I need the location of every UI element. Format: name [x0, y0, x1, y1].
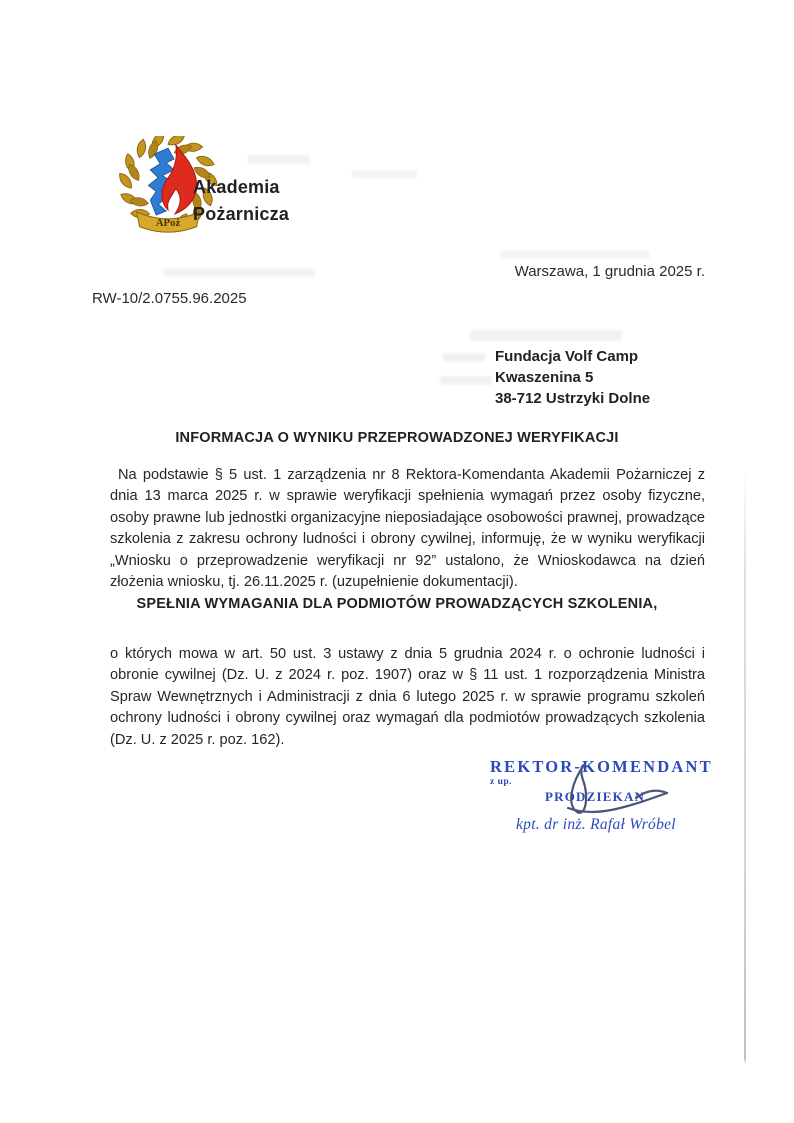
erased-text-smudge [500, 250, 650, 259]
erased-text-smudge [352, 170, 418, 178]
logo-badge-text: APoż [155, 216, 181, 229]
erased-text-smudge [443, 353, 485, 362]
signer-name: kpt. dr inż. Rafał Wróbel [516, 816, 676, 833]
by-authorization-label: z up. [490, 777, 513, 787]
date-line: Warszawa, 1 grudnia 2025 r. [514, 263, 705, 280]
recipient-block [495, 346, 650, 409]
org-name-line2: Pożarnicza [193, 204, 290, 224]
erased-text-smudge [163, 268, 315, 277]
scan-artifact-line [744, 468, 746, 1064]
recipient-name: Fundacja Volf Camp [495, 348, 639, 365]
organization-name [193, 174, 289, 228]
erased-text-smudge [440, 376, 492, 385]
body-paragraph-2: o których mowa w art. 50 ust. 3 ustawy z dnia 5 grudnia 2024 r. o ochronie ludności i obronie cywilnej (Dz. U. z 2024 r. poz. 1907) oraz w § 11 ust. 1 rozporządzenia Ministra Spraw Wewnętrznych i Administracji z dnia 6 lutego 2025 r. w sprawie programu szkoleń ochrony ludności i obrony cywilnej oraz wymagań dla podmiotów prowadzących szkolenia (Dz. U. z 2025 r. poz. 162). [110, 646, 705, 748]
document-title: INFORMACJA O WYNIKU PRZEPROWADZONEJ WERYFIKACJI [175, 430, 619, 446]
erased-text-smudge [248, 155, 310, 164]
erased-text-smudge [470, 330, 622, 341]
recipient-street: Kwaszenina 5 [495, 369, 594, 386]
deputy-role: PRODZIEKAN [545, 789, 646, 804]
reference-number: RW-10/2.0755.96.2025 [92, 290, 247, 307]
body-paragraph-1: Na podstawie § 5 ust. 1 zarządzenia nr 8 Rektora-Komendanta Akademii Pożarniczej z dnia 13 marca 2025 r. w sprawie weryfikacji spełnienia wymagań przez osoby fizyczne, osoby prawne lub jednostki organizacyjne nieposiadające osobowości prawnej, prowadzące szkolenia z zakresu ochrony ludności i obrony cywilnej, informuję, że w wyniku weryfikacji „Wniosku o przeprowadzenie weryfikacji nr 92” ustalono, że Wnioskodawca na dzień złożenia wniosku, tj. 26.11.2025 r. (uzupełnienie dokumentacji). [110, 467, 705, 591]
verification-statement: SPEŁNIA WYMAGANIA DLA PODMIOTÓW PROWADZĄCYCH SZKOLENIA, [136, 596, 658, 612]
handwritten-signature [553, 760, 678, 829]
recipient-city: 38-712 Ustrzyki Dolne [495, 390, 651, 407]
signer-role: REKTOR-KOMENDANT [490, 757, 713, 776]
org-name-line1: Akademia [193, 177, 280, 197]
